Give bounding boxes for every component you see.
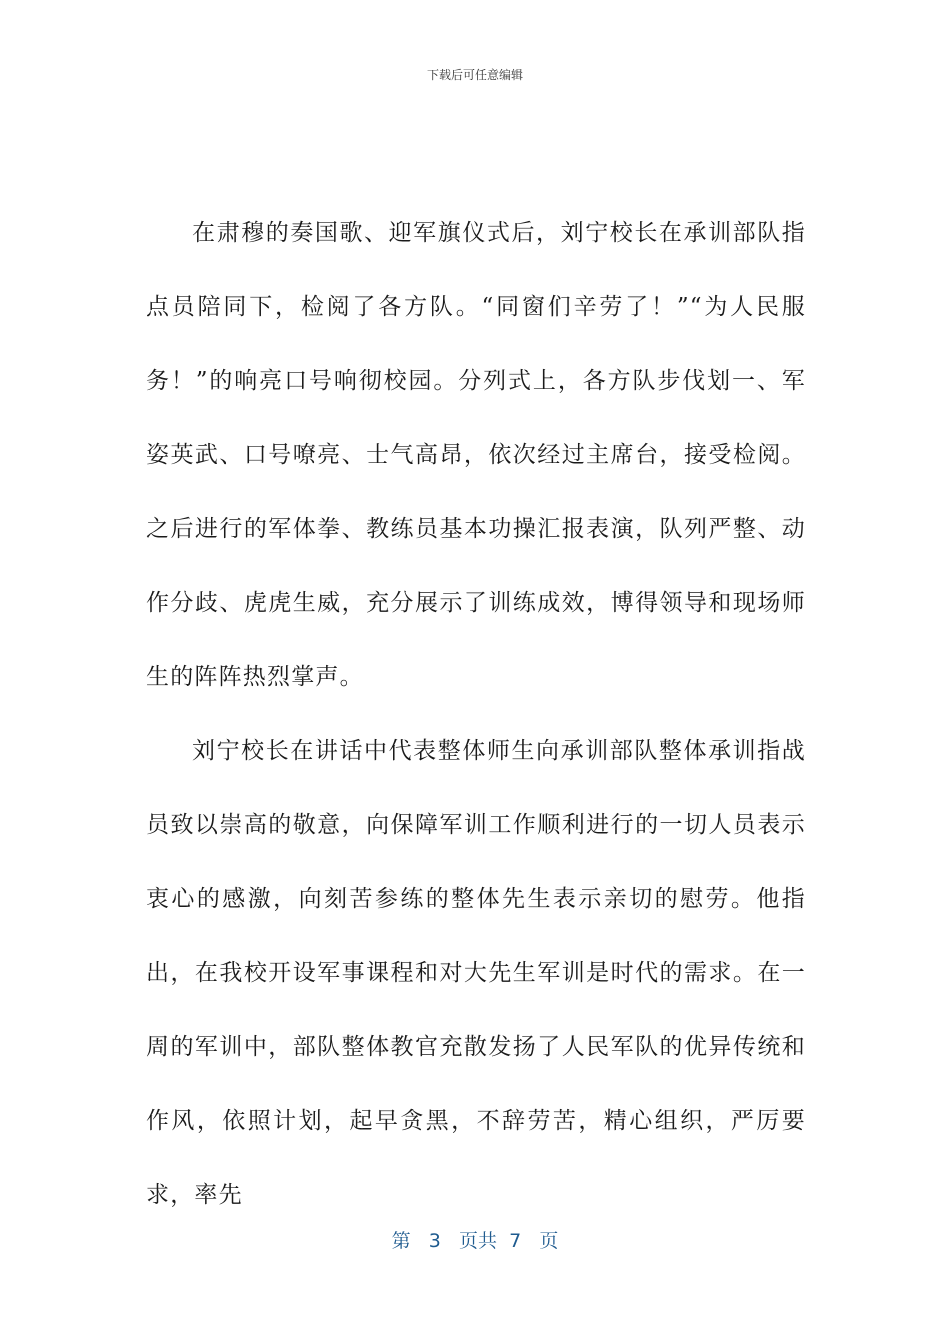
paragraph-2: 刘宁校长在讲话中代表整体师生向承训部队整体承训指战员致以崇高的敬意，向保障军训工作顺利进行的一切人员表示衷心的感激，向刻苦参练的整体先生表示亲切的慰劳。他指出，在我校开设军事课程和对大先生军训是时代的需求。在一周的军训中，部队整体教官充散发扬了人民军队的优异传统和作风，依照计划，起早贪黑，不辞劳苦，精心组织，严厉要求，率先 (146, 738, 806, 1208)
header-note: 下载后可任意编辑 (426, 68, 523, 82)
footer-prefix: 第 (391, 1230, 411, 1252)
document-body (146, 196, 806, 1232)
footer-current-page: 3 (428, 1230, 441, 1252)
paragraph-1: 在肃穆的奏国歌、迎军旗仪式后，刘宁校长在承训部队指点员陪同下，检阅了各方队。“同窗们辛劳了！”“为人民服务！”的响亮口号响彻校园。分列式上，各方队步伐划一、军姿英武、口号嘹亮、士气高昂，依次经过主席台，接受检阅。之后进行的军体拳、教练员基本功操汇报表演，队列严整、动作分歧、虎虎生威，充分展示了训练成效，博得领导和现场师生的阵阵热烈掌声。 (146, 220, 806, 690)
footer-middle: 页共 (459, 1230, 498, 1252)
footer-suffix: 页 (539, 1230, 559, 1252)
page-footer (0, 1226, 950, 1253)
footer-total-pages: 7 (509, 1230, 522, 1252)
